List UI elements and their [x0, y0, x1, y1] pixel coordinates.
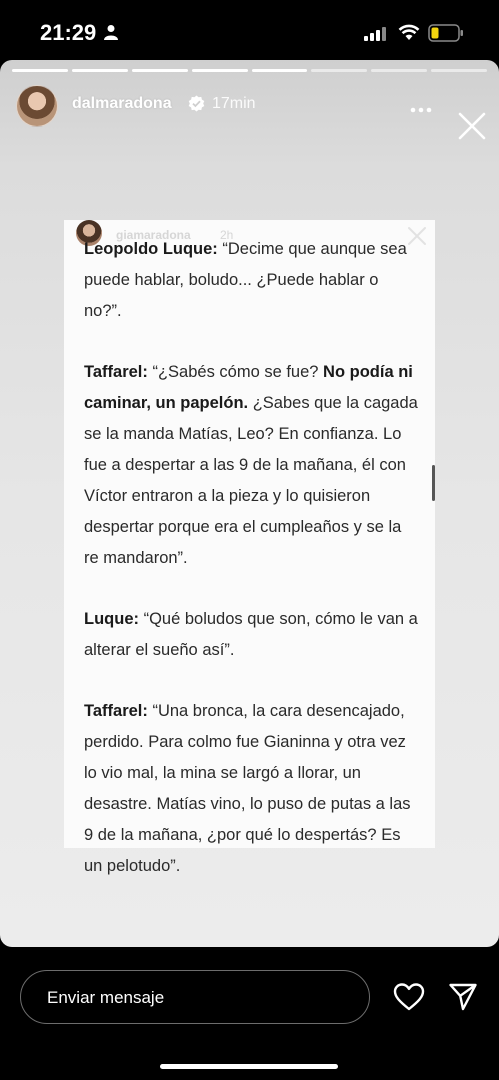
speaker-name: Luque:	[84, 610, 139, 628]
heart-icon[interactable]	[393, 982, 425, 1017]
progress-segment	[371, 69, 427, 72]
transcript-paragraph	[84, 357, 419, 574]
status-bar	[0, 0, 499, 64]
home-indicator	[160, 1064, 338, 1069]
avatar[interactable]	[16, 85, 58, 127]
story-progress-bar	[12, 69, 487, 72]
quote-bold-text: No podía ni caminar, un papelón.	[84, 363, 413, 412]
speaker-name: Leopoldo Luque:	[84, 240, 218, 258]
battery-icon	[428, 24, 464, 47]
progress-segment	[311, 69, 367, 72]
signal-icon	[364, 27, 386, 46]
transcript-text	[84, 234, 419, 912]
wifi-icon	[398, 24, 420, 46]
story-username[interactable]: dalmaradona	[72, 95, 172, 112]
quote-text: “¿Sabés cómo se fue?	[147, 363, 324, 381]
progress-segment	[252, 69, 308, 72]
speaker-name: Taffarel:	[84, 363, 148, 381]
quote-text: “Decime que aunque sea puede hablar, boludo... ¿Puede hablar o no?”.	[84, 240, 407, 320]
story-viewer[interactable]	[0, 60, 499, 947]
speaker-name: Taffarel:	[84, 702, 148, 720]
progress-segment	[72, 69, 128, 72]
send-icon[interactable]	[448, 982, 478, 1017]
transcript-paragraph	[84, 696, 419, 882]
message-input[interactable]	[20, 970, 370, 1024]
message-placeholder: Enviar mensaje	[47, 988, 165, 1007]
quote-text: “Qué boludos que son, cómo le van a alterar el sueño así”.	[84, 610, 418, 659]
person-icon	[103, 24, 119, 45]
more-options-icon[interactable]	[410, 100, 432, 118]
card-scrollbar[interactable]	[432, 465, 435, 501]
quote-text: “Una bronca, la cara desencajado, perdido. Para colmo fue Gianinna y otra vez lo vio mal, la mina se largó a llorar, un desastre. Matías vino, lo puso de putas a las 9 de la mañana, ¿por qué lo despertás? Es un pelotudo”.	[84, 702, 411, 875]
story-time-ago: 17min	[212, 95, 256, 112]
transcript-paragraph	[84, 234, 419, 327]
reposted-story-card[interactable]	[64, 220, 435, 875]
progress-segment	[12, 69, 68, 72]
transcript-paragraph	[84, 604, 419, 666]
status-time: 21:29	[40, 20, 97, 45]
progress-segment	[192, 69, 248, 72]
progress-segment	[132, 69, 188, 72]
story-header	[0, 82, 499, 132]
verified-badge-icon	[188, 95, 205, 117]
repost-time-ago: 2h	[220, 228, 234, 242]
repost-username: giamaradona	[116, 228, 191, 242]
close-icon[interactable]	[458, 112, 486, 145]
quote-text: ¿Sabes que la cagada se la manda Matías, Leo? En confianza. Lo fue a despertar a las 9 de la mañana, él con Víctor entraron a la pieza y lo quisieron despertar porque era el cumpleaños y se la re mandaron”.	[84, 394, 418, 567]
progress-segment	[431, 69, 487, 72]
